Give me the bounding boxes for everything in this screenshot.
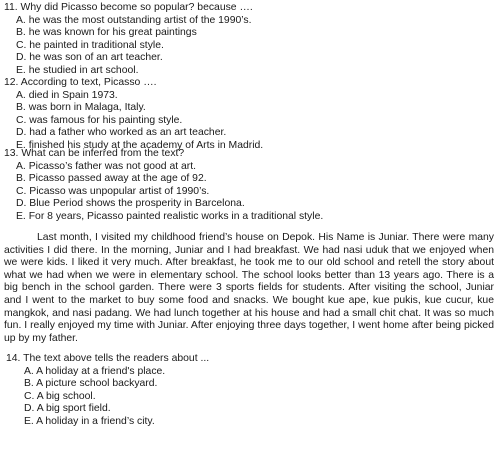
answer-option-a: A. he was the most outstanding artist of the 1990’s. <box>16 14 252 26</box>
question-stem: 11. Why did Picasso become so popular? because …. <box>4 2 253 13</box>
answer-option-d: D. Blue Period shows the prosperity in Barcelona. <box>16 198 245 210</box>
question-stem: 13. What can be inferred from the text? <box>4 148 185 159</box>
question-12 <box>4 77 263 153</box>
answer-option-b: B. Picasso passed away at the age of 92. <box>16 173 207 185</box>
question-stem: 12. According to text, Picasso …. <box>4 77 157 88</box>
answer-option-c: C. was famous for his painting style. <box>16 114 183 126</box>
answer-option-c: C. Picasso was unpopular artist of 1990’s. <box>16 185 210 197</box>
answer-option-e: E. he studied in art school. <box>16 64 139 76</box>
answer-option-a: A. died in Spain 1973. <box>16 89 118 101</box>
answer-option-b: B. he was known for his great paintings <box>16 27 197 39</box>
answer-option-c: C. he painted in traditional style. <box>16 39 164 51</box>
answer-option-d: D. had a father who worked as an art teacher. <box>16 127 227 139</box>
question-13 <box>4 148 323 224</box>
question-14 <box>6 353 209 429</box>
question-11 <box>4 2 253 78</box>
answer-option-e: E. For 8 years, Picasso painted realistic works in a traditional style. <box>16 210 324 222</box>
question-stem: 14. The text above tells the readers about ... <box>6 353 210 364</box>
answer-option-d: D. A big sport field. <box>24 403 111 415</box>
answer-option-b: B. A picture school backyard. <box>24 378 158 390</box>
answer-option-e: E. finished his study at the academy of Arts in Madrid. <box>16 139 264 151</box>
reading-passage: Last month, I visited my childhood friend’s house on Depok. His Name is Juniar. There were many activities I did there. In the morning, Juniar and I had breakfast. We had nasi uduk that we enjoyed when we were kids. I liked it very much. After breakfast, he took me to our old school and retell the story about what we had when we were in elementary school. The school looks better than 13 years ago. There is a big bench in the school garden. There were 3 sports fields for students. After visiting the school, Juniar and I went to the market to buy some food and snacks. We bought kue ape, kue pukis, kue cucur, kue mangkok, and nasi padang. We had lunch together at his house and had a small chit chat. It was so much fun. I really enjoyed my time with Juniar. After enjoying three days together, I went home after being picked up by my father. <box>4 232 494 344</box>
answer-option-c: C. A big school. <box>24 390 96 402</box>
answer-option-a: A. Picasso’s father was not good at art. <box>16 160 197 172</box>
answer-option-b: B. was born in Malaga, Italy. <box>16 102 146 114</box>
answer-option-d: D. he was son of an art teacher. <box>16 52 163 64</box>
answer-option-e: E. A holiday in a friend’s city. <box>24 415 155 427</box>
answer-option-a: A. A holiday at a friend's place. <box>24 365 166 377</box>
